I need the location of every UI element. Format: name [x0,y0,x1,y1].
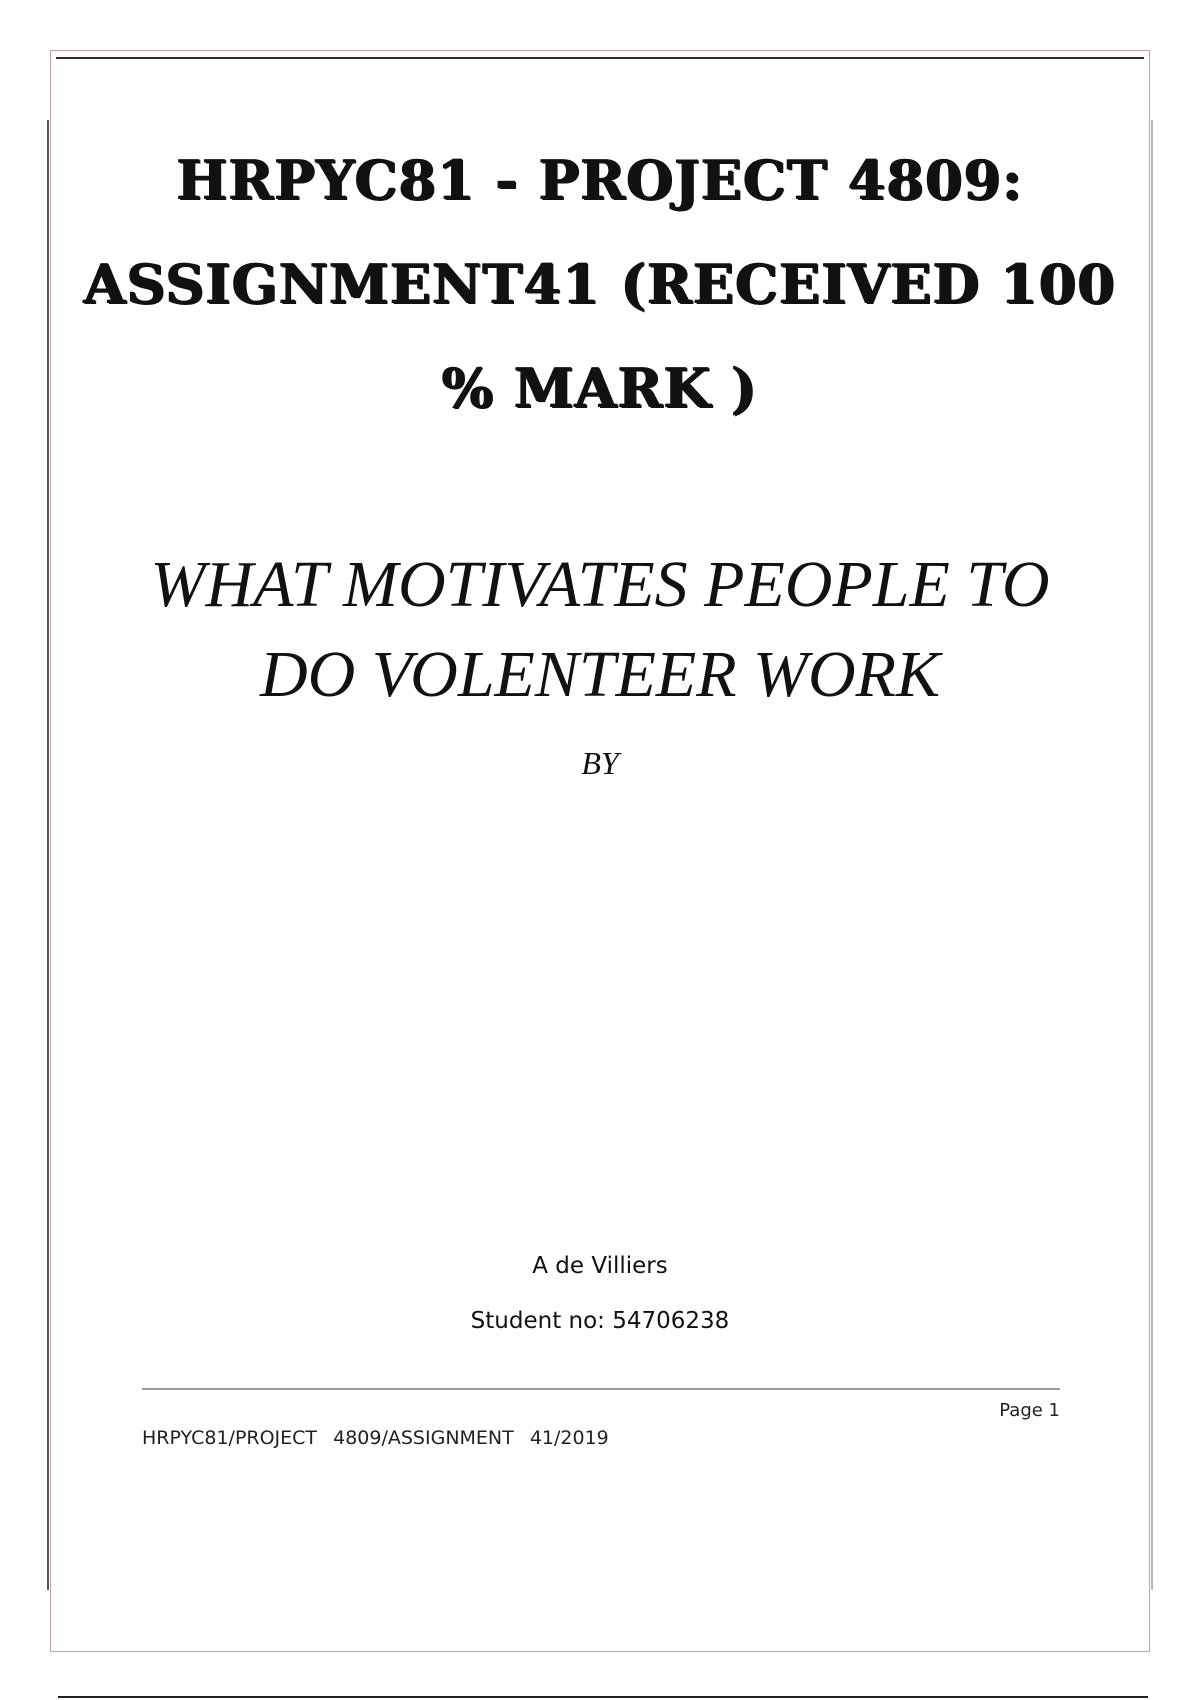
document-subtitle-line-2: DO VOLENTEER WORK [259,638,940,711]
document-title-line-2: ASSIGNMENT41 (RECEIVED 100 [83,252,1117,316]
footer-divider [142,1388,1060,1390]
page-right-edge [1151,120,1153,1590]
page-number: Page 1 [999,1400,1060,1421]
document-title-line-3: % MARK ) [442,356,758,420]
by-label: BY [581,745,619,781]
footer-reference: HRPYC81/PROJECT 4809/ASSIGNMENT 41/2019 [142,1427,609,1449]
student-number: Student no: 54706238 [470,1308,730,1334]
document-subtitle-line-1: WHAT MOTIVATES PEOPLE TO [150,548,1050,621]
author-name: A de Villiers [532,1253,668,1279]
document-title [60,128,1140,440]
document-title-line-1: HRPYC81 - PROJECT 4809: [176,148,1024,212]
page-top-edge [56,57,1144,59]
next-page-edge [58,1696,1148,1698]
page-left-edge [47,120,49,1590]
document-subtitle [80,540,1120,720]
